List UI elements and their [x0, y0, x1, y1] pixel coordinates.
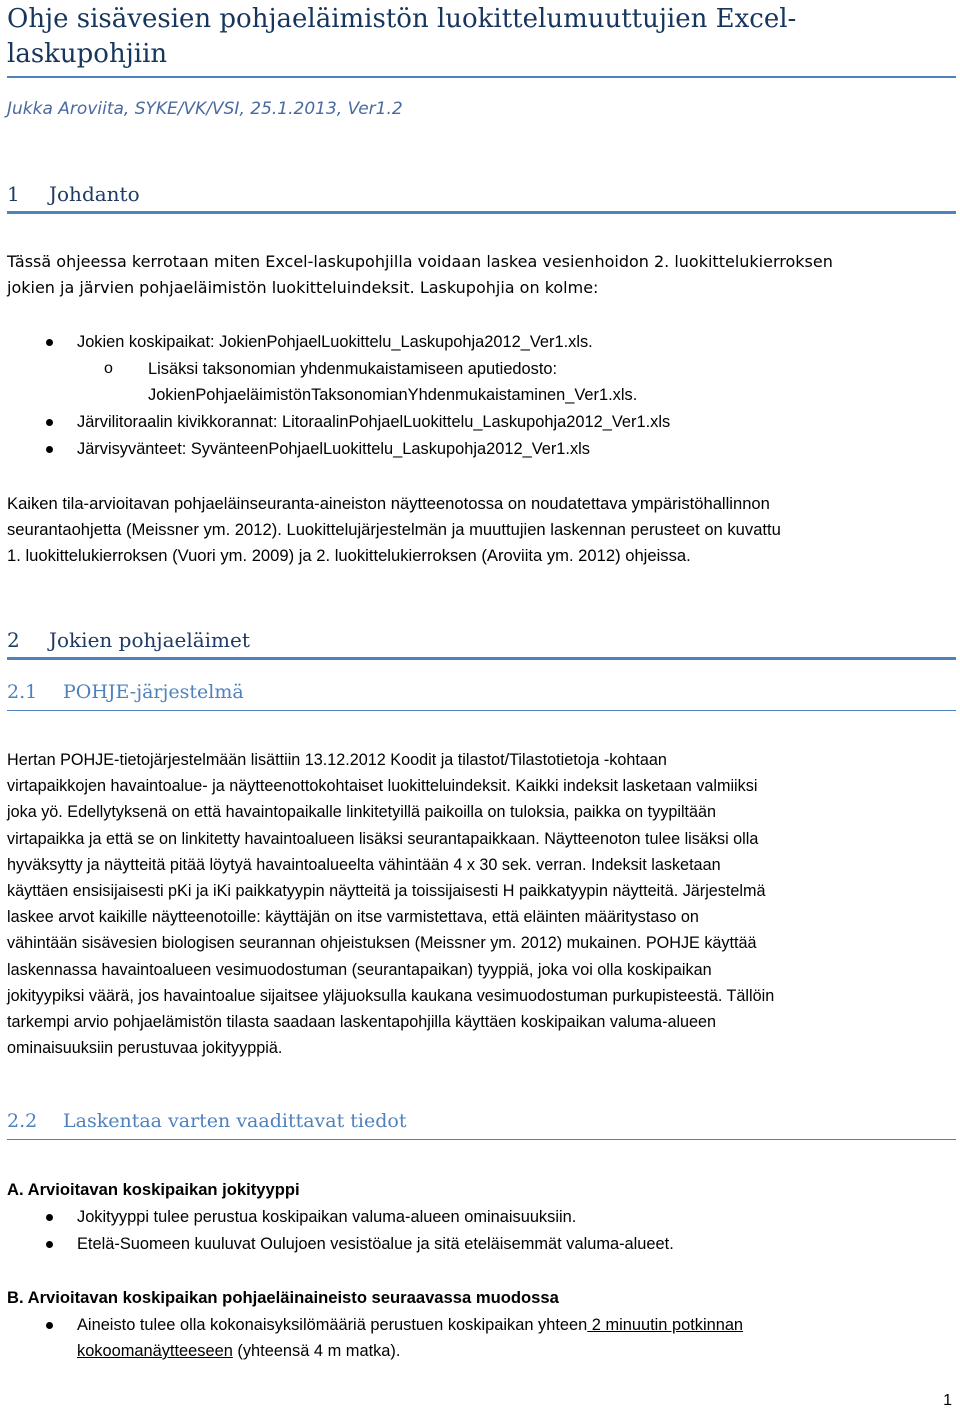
aineisto-underline-1: 2 minuutin potkinnan — [587, 1316, 744, 1334]
sub-list-item-line-1: Lisäksi taksonomian yhdenmukaistamiseen aputiedosto: — [148, 360, 558, 378]
document-title: Ohje sisävesien pohjaeläimistön luokittelumuuttujien Excel-laskupohjiin — [7, 4, 797, 69]
bullet-dot — [46, 419, 53, 426]
bullet-dot — [46, 446, 53, 453]
paragraph-line: vähintään sisävesien biologisen seurannan ohjeistuksen (Meissner ym. 2012) mukainen. POHJE käyttää — [7, 934, 757, 953]
list-item-syvanne: Järvisyvänteet: SyvänteenPohjaelLuokittelu_Laskupohja2012_Ver1.xls — [77, 440, 591, 458]
list-item-litoraali: Järvilitoraalin kivikkorannat: LitoraalinPohjaelLuokittelu_Laskupohja2012_Ver1.xls — [77, 413, 671, 431]
paragraph-line: tarkempi arvio pohjaelämistön tilasta saadaan laskentapohjilla käyttäen koskipaikan valuma-alueen — [7, 1013, 717, 1032]
requirement-b-heading: B. Arvioitavan koskipaikan pohjaeläinaineisto seuraavassa muodossa — [7, 1288, 559, 1307]
intro-paragraph — [7, 249, 952, 301]
subsection-2-2-title: Laskentaa varten vaadittavat tiedot — [63, 1110, 407, 1132]
section-1-title: Johdanto — [49, 182, 140, 206]
title-underline — [7, 76, 956, 78]
subsection-2-1-title: POHJE-järjestelmä — [63, 681, 244, 703]
list-item-jokien: Jokien koskipaikat: JokienPohjaelLuokittelu_Laskupohja2012_Ver1.xls. — [77, 333, 593, 351]
section-2-number: 2 — [7, 628, 20, 652]
section-2-heading — [7, 628, 956, 660]
intro-line-1: Tässä ohjeessa kerrotaan miten Excel-laskupohjilla voidaan laskea vesienhoidon 2. luokittelukierroksen — [7, 252, 833, 271]
sub-list-item-line-2: JokienPohjaeläimistönTaksonomianYhdenmukaistaminen_Ver1.xls. — [148, 386, 638, 404]
paragraph-line: virtapaikka ja että se on linkitetty havaintoalueen lisäksi seurantapaikkaan. Näytteenoton tulee lisäksi olla — [7, 829, 759, 848]
paragraph-line: virtapaikkojen havaintoalue- ja näytteenottokohtaiset luokitteluindeksit. Kaikki indeksit lasketaan valmiiksi — [7, 777, 758, 796]
subsection-2-2-number: 2.2 — [7, 1110, 38, 1132]
requirement-a-heading: A. Arvioitavan koskipaikan jokityyppi — [7, 1180, 300, 1199]
aineisto-underline-2: kokoomanäytteeseen — [77, 1342, 233, 1360]
paragraph-line: Kaiken tila-arvioitavan pohjaeläinseuranta-aineiston näytteenotossa on noudatettava ympäristöhallinnon — [7, 494, 770, 513]
subsection-2-2-heading — [7, 1110, 956, 1140]
subsection-2-1-heading — [7, 681, 956, 711]
section-2-title: Jokien pohjaeläimet — [49, 628, 250, 652]
monitoring-paragraph — [7, 491, 952, 570]
paragraph-line: joka yö. Edellytyksenä on että havaintopaikalle linkitetyillä paikoilla on tuloksia, paikka on tyypiltään — [7, 803, 717, 822]
section-1-number: 1 — [7, 182, 20, 206]
section-1-heading — [7, 182, 956, 214]
list-item-aineisto-cont — [77, 1338, 400, 1364]
bullet-dot — [46, 339, 53, 346]
subsection-2-1-number: 2.1 — [7, 681, 38, 703]
paragraph-line: 1. luokittelukierroksen (Vuori ym. 2009) ja 2. luokittelukierroksen (Aroviita ym. 2012) ohjeissa. — [7, 546, 691, 566]
intro-line-2: jokien ja järvien pohjaeläimistön luokitteluindeksit. Laskupohjia on kolme: — [7, 278, 599, 298]
sub-bullet-mark: o — [104, 360, 113, 377]
author-line: Jukka Aroviita, SYKE/VK/VSI, 25.1.2013, Ver1.2 — [7, 99, 403, 119]
page-number: 1 — [943, 1392, 952, 1409]
list-item-jokityyppi: Jokityyppi tulee perustua koskipaikan valuma-alueen ominaisuuksiin. — [77, 1208, 577, 1226]
list-item-etela-suomi: Etelä-Suomeen kuuluvat Oulujoen vesistöalue ja sitä eteläisemmät valuma-alueet. — [77, 1235, 674, 1253]
paragraph-line: laskennassa havaintoalueen vesimuodostuman (seurantapaikan) tyyppiä, joka voi olla koskipaikan — [7, 960, 712, 979]
list-item-aineisto — [77, 1312, 937, 1338]
aineisto-text-start: Aineisto tulee olla kokonaisyksilömääriä perustuen koskipaikan yhteen — [77, 1316, 588, 1334]
paragraph-line: hyväksytty ja näytteitä pitää löytyä havaintoalueelta vähintään 4 x 30 sek. verran. Indeksit lasketaan — [7, 855, 721, 874]
paragraph-line: käyttäen ensisijaisesti pKi ja iKi paikkatyypin näytteitä ja toissijaisesti H paikkatyypin näytteitä. Järjestelmä — [7, 882, 766, 901]
paragraph-line: jokityypiksi väärä, jos havaintoalue sijaitsee yläjuoksulla kaukana vesimuodostuman purkupisteestä. Tällöin — [7, 986, 775, 1005]
pohje-paragraph — [7, 747, 952, 1061]
paragraph-line: ominaisuuksiin perustuvaa jokityyppiä. — [7, 1039, 283, 1058]
paragraph-line: seurantaohjetta (Meissner ym. 2012). Luokittelujärjestelmän ja muuttujien laskennan perusteet on kuvattu — [7, 520, 781, 540]
aineisto-text-end: (yhteensä 4 m matka). — [232, 1342, 401, 1360]
bullet-dot — [46, 1322, 53, 1329]
bullet-dot — [46, 1241, 53, 1248]
paragraph-line: laskee arvot kaikille näytteenotoille: käyttäjän on itse varmistettava, että eläinten määritystaso on — [7, 908, 699, 927]
paragraph-line: Hertan POHJE-tietojärjestelmään lisättiin 13.12.2012 Koodit ja tilastot/Tilastotietoja -kohtaan — [7, 751, 667, 769]
bullet-dot — [46, 1214, 53, 1221]
